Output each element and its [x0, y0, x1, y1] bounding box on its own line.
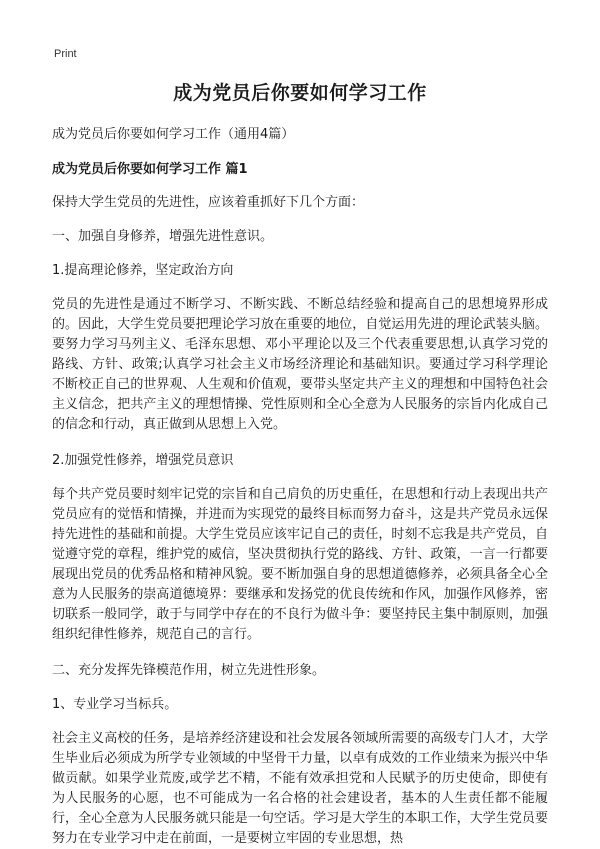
paragraph-party-spirit: 每个共产党员要时刻牢记党的宗旨和自己肩负的历史重任，在思想和行动上表现出共产党员应有的觉悟和情操，并进而为实现党的最终目标而努力奋斗，这是共产党员永远保持先进性的基础和前提。大学生党员应该牢记自己的责任，时刻不忘我是共产党员，自觉遵守党的章程，维护党的威信，坚决贯彻执行党的路线、方针、政策，一言一行都要展现出党员的优秀品格和精神风貌。要不断加强自身的思想道德修养，必须具备全心全意为人民服务的崇高道德境界：要继承和发扬党的优良传统和作风，加强作风修养，密切联系一般同学，敢于与同学中存在的不良行为做斗争：要坚持民主集中制原则，加强组织纪律性修养，规范自己的言行。 [52, 487, 548, 642]
subheading-1-1: 1.提高理论修养，坚定政治方向 [52, 263, 234, 278]
print-link[interactable]: Print [54, 48, 77, 60]
paragraph-theory: 党员的先进性是通过不断学习、不断实践、不断总结经验和提高自己的思想境界形成的。因此，大学生党员要把理论学习放在重要的地位，自觉运用先进的理论武装头脑。要努力学习马列主义、毛泽东思想、邓小平理论以及三个代表重要思想,认真学习党的路线、方针、政策;认真学习社会主义市场经济理论和基础知识。要通过学习科学理论不断校正自己的世界观、人生观和价值观，要带头坚定共产主义的理想和中国特色社会主义信念，把共产主义的理想情操、党性原则和全心全意为人民服务的宗旨内化成自己的信念和行动，真正做到从思想上入党。 [52, 297, 548, 432]
heading-2: 二、充分发挥先锋模范作用，树立先进性形象。 [52, 663, 326, 678]
section-title: 成为党员后你要如何学习工作 篇1 [52, 162, 248, 177]
heading-1: 一、加强自身修养，增强先进性意识。 [52, 229, 274, 244]
page-title: 成为党员后你要如何学习工作 [173, 82, 427, 104]
subheading-1-2: 2.加强党性修养，增强党员意识 [52, 453, 234, 468]
subheading-2-1: 1、专业学习当标兵。 [52, 697, 178, 712]
intro-paragraph: 保持大学生党员的先进性，应该着重抓好下几个方面： [52, 195, 365, 210]
document-subtitle: 成为党员后你要如何学习工作（通用4篇） [52, 127, 295, 142]
paragraph-study: 社会主义高校的任务，是培养经济建设和社会发展各领域所需要的高级专门人才，大学生毕业后必须成为所学专业领域的中坚骨干力量，以卓有成效的工作业绩来为振兴中华做贡献。如果学业荒废,或学艺不精，不能有效承担党和人民赋予的历史使命，即使有为人民服务的心愿，也不可能成为一名合格的社会建设者，基本的人生责任都不能履行，全心全意为人民服务就只能是一句空话。学习是大学生的本职工作，大学生党员要努力在专业学习中走在前面，一是要树立牢固的专业思想，热 [52, 731, 548, 846]
